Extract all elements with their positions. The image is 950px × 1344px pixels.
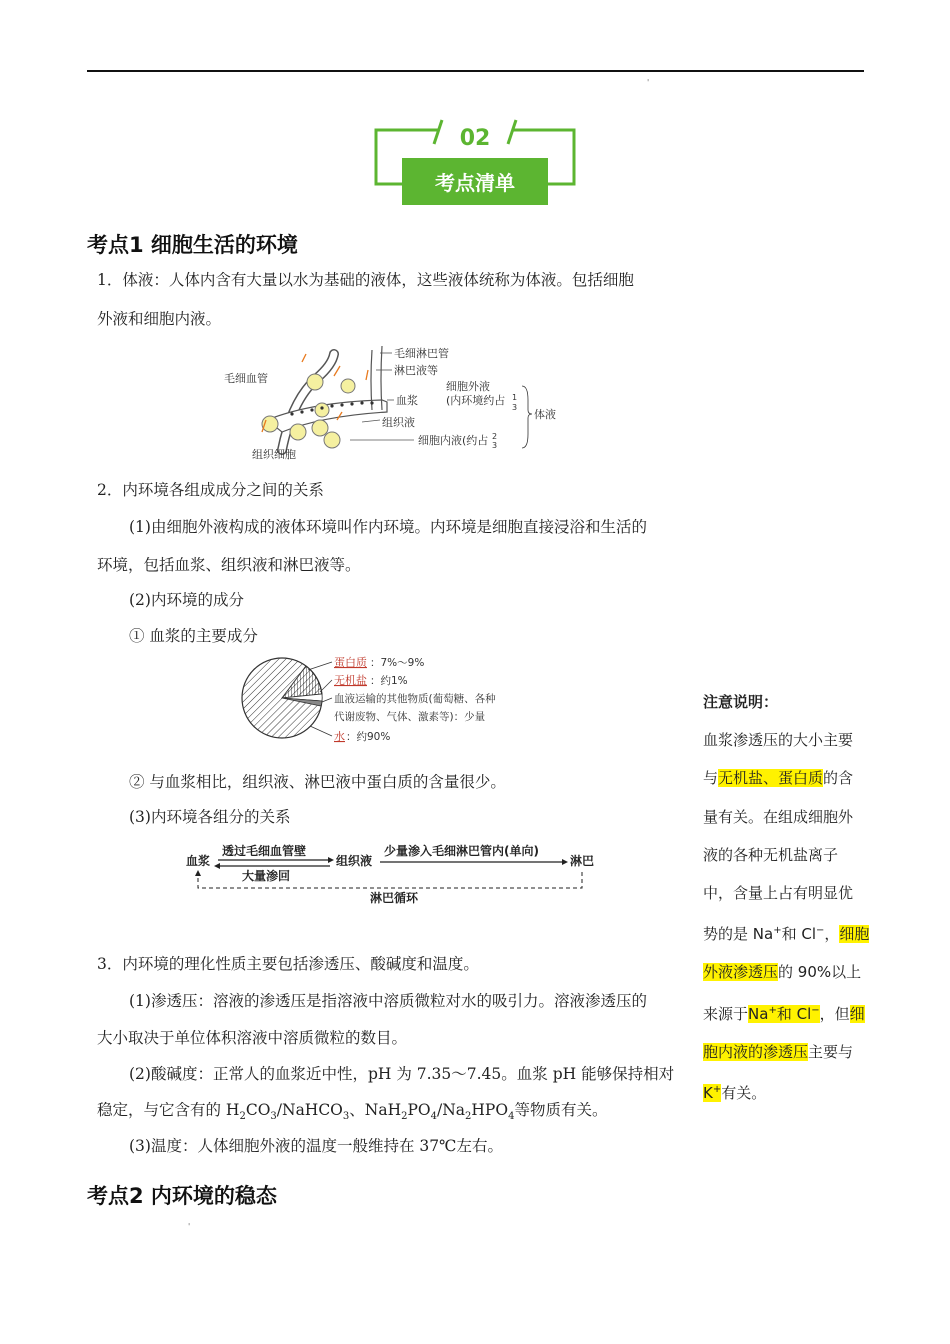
svg-text:1: 1 (512, 393, 518, 402)
section-banner (372, 118, 578, 208)
svg-text:3: 3 (492, 441, 498, 450)
svg-text:大量渗回: 大量渗回 (242, 869, 291, 883)
svg-text:无机盐: 无机盐 (334, 674, 367, 687)
body-fluid-diagram (222, 340, 562, 465)
svg-text:细胞外液: 细胞外液 (446, 380, 490, 393)
svg-text:：约90%: ：约90% (346, 731, 391, 743)
svg-text:：7%～9%: ：7%～9% (370, 657, 425, 669)
section-2-heading: 考点2 内环境的稳态 (87, 1184, 277, 1208)
fluid-relation-flow (184, 838, 604, 910)
svg-text:组织细胞: 组织细胞 (252, 448, 296, 461)
svg-text:细胞内液(约占: 细胞内液(约占 (418, 434, 489, 447)
svg-text:血浆: 血浆 (186, 854, 211, 868)
svg-text:毛细淋巴管: 毛细淋巴管 (394, 347, 449, 360)
item2-p2-2: ② 与血浆相比，组织液、淋巴液中蛋白质的含量很少。 (129, 773, 506, 791)
side-note: 注意说明： 血浆渗透压的大小主要 与无机盐、蛋白质的含 量有关。在组成细胞外 液的各种无机盐离子 中，含量上占有明显优 势的是 Na+和 Cl−，细胞 外液渗透压的 90%以上 来源于Na+和 Cl−，但细 胞内液的渗透压主要与 K+有关。 (703, 683, 878, 1112)
svg-text:水: 水 (334, 730, 345, 743)
section-1-heading: 考点1 细胞生活的环境 (87, 233, 298, 257)
svg-text:(内环境约占: (内环境约占 (446, 394, 506, 407)
item2-p1-line1: (1)由细胞外液构成的液体环境叫作内环境。内环境是细胞直接浸浴和生活的 (129, 518, 647, 536)
header-mark: ' (647, 78, 650, 87)
note-title: 注意说明： (703, 693, 779, 711)
item3-p2-line2: 稳定，与它含有的 $H_2CO_3/NaHCO_3$、$NaH_2PO_4/Na_2HPO_4$等物质有关。 (97, 1101, 608, 1123)
banner-title: 考点清单 (435, 171, 515, 195)
header-rule (87, 70, 864, 72)
svg-text:2: 2 (492, 432, 498, 441)
svg-text:：约1%: ：约1% (370, 675, 408, 687)
banner-number: 02 (459, 126, 491, 151)
item3-p1-line2: 大小取决于单位体积溶液中溶质微粒的数目。 (97, 1029, 408, 1047)
svg-text:体液: 体液 (534, 408, 556, 421)
svg-text:淋巴液等: 淋巴液等 (394, 364, 438, 377)
svg-text:血液运输的其他物质(葡萄糖、各种: 血液运输的其他物质(葡萄糖、各种 (334, 693, 496, 705)
svg-text:淋巴: 淋巴 (570, 854, 595, 868)
plasma-composition-pie (240, 648, 550, 748)
item2-p1-line2: 环境，包括血浆、组织液和淋巴液等。 (97, 556, 361, 574)
item3-p3: (3)温度：人体细胞外液的温度一般维持在 37℃左右。 (129, 1137, 503, 1155)
svg-text:组织液: 组织液 (382, 416, 415, 429)
footer-mark: ' (188, 1222, 191, 1231)
item1-line2: 外液和细胞内液。 (97, 310, 222, 328)
item2-p2-1: ① 血浆的主要成分 (129, 627, 258, 645)
svg-text:蛋白质: 蛋白质 (334, 656, 367, 669)
svg-text:少量渗入毛细淋巴管内(单向): 少量渗入毛细淋巴管内(单向) (384, 844, 539, 858)
item1-line1: 1．体液：人体内含有大量以水为基础的液体，这些液体统称为体液。包括细胞 (97, 271, 634, 289)
svg-text:血浆: 血浆 (396, 394, 418, 407)
item3-title: 3．内环境的理化性质主要包括渗透压、酸碱度和温度。 (97, 955, 479, 973)
svg-text:透过毛细血管壁: 透过毛细血管壁 (222, 844, 307, 858)
item3-p1-line1: (1)渗透压：溶液的渗透压是指溶液中溶质微粒对水的吸引力。溶液渗透压的 (129, 992, 647, 1010)
svg-text:3: 3 (512, 403, 518, 412)
svg-text:淋巴循环: 淋巴循环 (370, 891, 419, 905)
item2-title: 2．内环境各组成成分之间的关系 (97, 481, 324, 499)
item2-p2: (2)内环境的成分 (129, 591, 244, 609)
svg-text:组织液: 组织液 (336, 854, 373, 868)
svg-text:毛细血管: 毛细血管 (224, 372, 268, 385)
svg-text:代谢废物、气体、激素等)：少量: 代谢废物、气体、激素等)：少量 (334, 711, 486, 723)
item3-p2-line1: (2)酸碱度：正常人的血浆近中性，pH 为 7.35～7.45。血浆 pH 能够保持相对 (129, 1065, 675, 1083)
item2-p3: (3)内环境各组分的关系 (129, 808, 291, 826)
